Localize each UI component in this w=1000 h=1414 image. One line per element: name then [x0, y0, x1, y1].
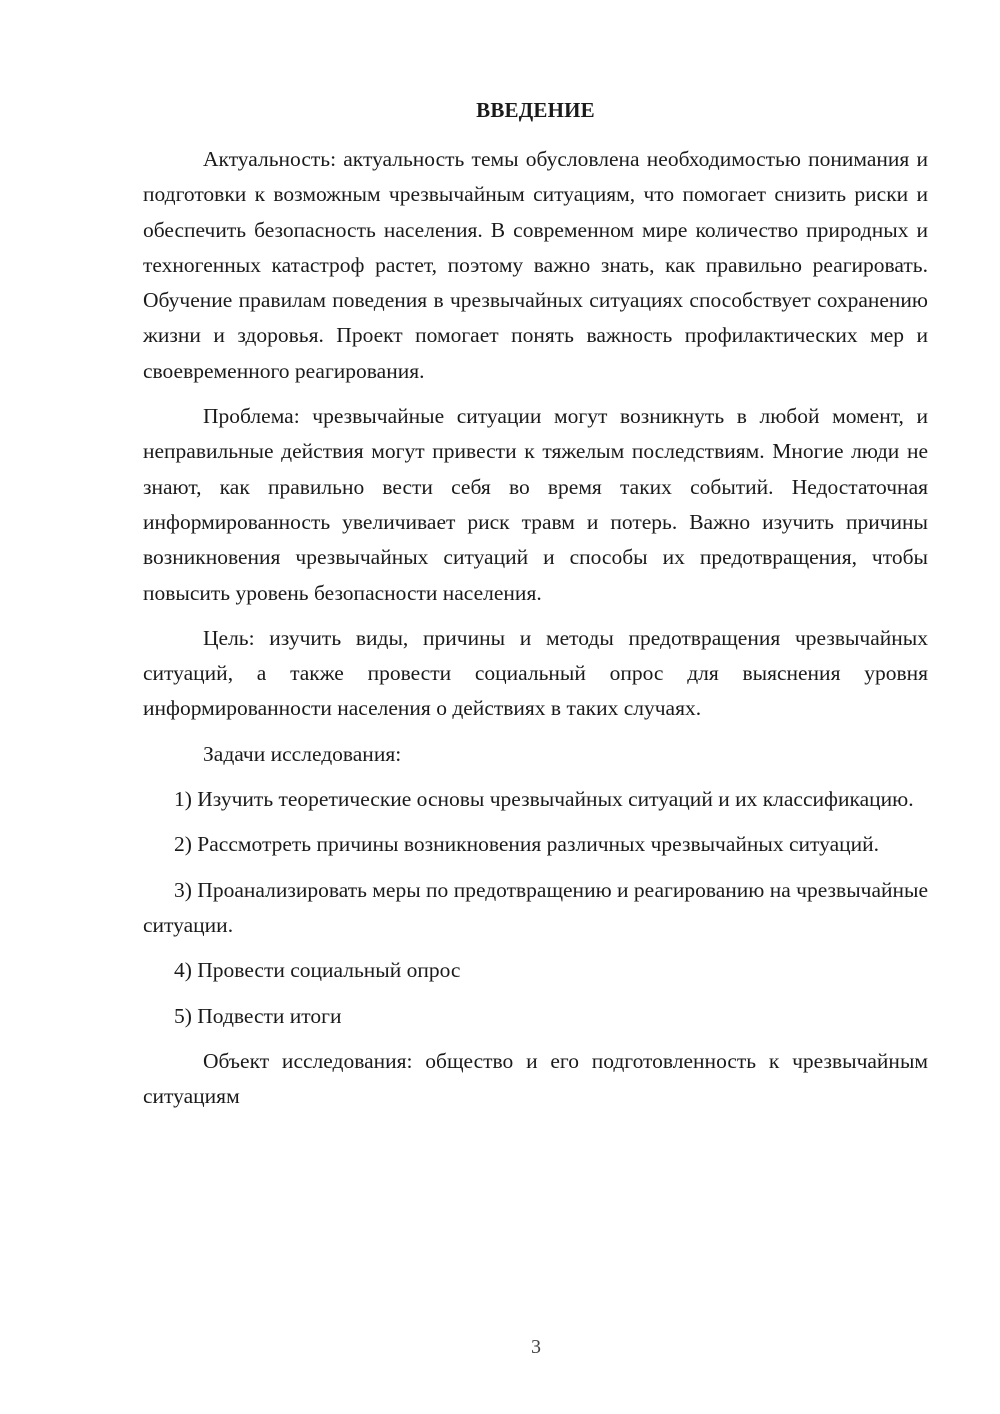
goal-paragraph: Цель: изучить виды, причины и методы предотвращения чрезвычайных ситуаций, а также провести социальный опрос для выяснения уровня информированности населения о действиях в таких случаях.: [143, 625, 928, 721]
task-item-5: 5) Подвести итоги: [174, 1003, 342, 1028]
section-title: ВВЕДЕНИЕ: [476, 98, 595, 122]
research-object-paragraph: Объект исследования: общество и его подготовленность к чрезвычайным ситуациям: [143, 1048, 928, 1109]
page-number: 3: [531, 1336, 541, 1358]
tasks-heading: Задачи исследования:: [203, 741, 402, 766]
task-item-2: 2) Рассмотреть причины возникновения различных чрезвычайных ситуаций.: [174, 832, 880, 857]
document-body: [143, 96, 928, 1124]
task-item-3: 3) Проанализировать меры по предотвращению и реагированию на чрезвычайные ситуации.: [143, 877, 928, 937]
relevance-paragraph: Актуальность: актуальность темы обусловлена необходимостью понимания и подготовки к возможным чрезвычайным ситуациям, что помогает снизить риски и обеспечить безопасность населения. В современном мире количество природных и техногенных катастроф растет, поэтому важно знать, как правильно реагировать. Обучение правилам поведения в чрезвычайных ситуациях способствует сохранению жизни и здоровья. Проект помогает понять важность профилактических мер и своевременного реагирования.: [143, 147, 928, 383]
problem-paragraph: Проблема: чрезвычайные ситуации могут возникнуть в любой момент, и неправильные действия могут привести к тяжелым последствиям. Многие люди не знают, как правильно вести себя во время таких событий. Недостаточная информированность увеличивает риск травм и потерь. Важно изучить причины возникновения чрезвычайных ситуаций и способы их предотвращения, чтобы повысить уровень безопасности населения.: [143, 404, 928, 605]
task-item-4: 4) Провести социальный опрос: [174, 958, 461, 983]
task-item-1: 1) Изучить теоретические основы чрезвычайных ситуаций и их классификацию.: [174, 787, 914, 812]
